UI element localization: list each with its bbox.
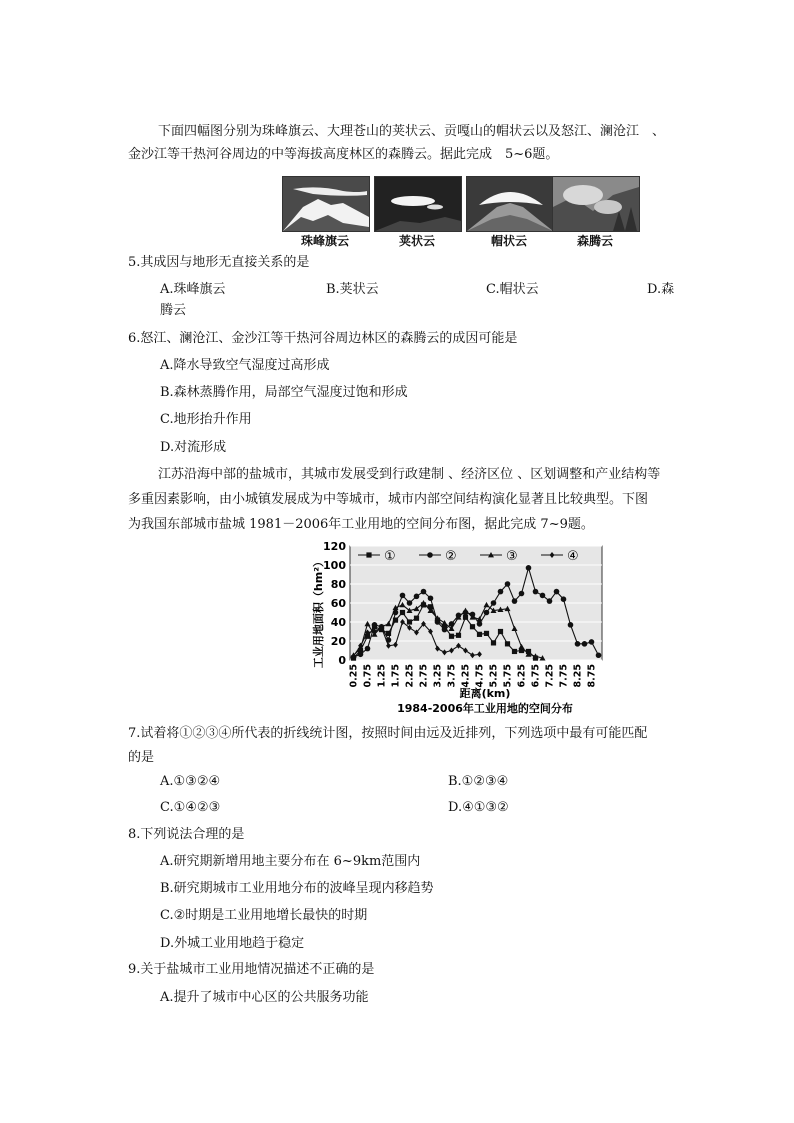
data-point-series-2 xyxy=(561,596,567,602)
data-point-series-2 xyxy=(442,627,448,633)
data-point-series-2 xyxy=(365,646,371,652)
data-point-series-2 xyxy=(428,595,434,601)
data-point-series-1 xyxy=(407,619,412,624)
intro2-line2: 多重因素影响，由小城镇发展成为中等城市，城市内部空间结构演化显著且比较典型。下图 xyxy=(128,492,649,507)
x-tick-label: 1.75 xyxy=(390,664,402,688)
legend-label-3: ③ xyxy=(506,549,518,564)
q9-option-a: A.提升了城市中心区的公共服务功能 xyxy=(160,990,369,1005)
q8-option-b: B.研究期城市工业用地分布的波峰呈现内移趋势 xyxy=(160,881,434,896)
x-tick-label: 0.25 xyxy=(348,664,360,688)
data-point-series-1 xyxy=(449,634,454,639)
data-point-series-2 xyxy=(526,565,532,571)
data-point-series-2 xyxy=(358,652,364,658)
x-tick-label: 6.75 xyxy=(530,664,542,688)
q7-stem-1: 7.试着将①②③④所代表的折线统计图，按照时间由远及近排列，下列选项中最有可能匹配 xyxy=(128,726,648,741)
data-point-series-2 xyxy=(554,589,560,595)
data-point-series-2 xyxy=(372,622,378,628)
x-tick-label: 4.25 xyxy=(460,664,472,688)
legend-label-1: ① xyxy=(384,549,396,564)
data-point-series-2 xyxy=(512,598,518,604)
data-point-series-1 xyxy=(400,610,405,615)
legend-label-4: ④ xyxy=(567,549,579,564)
q8-option-a: A.研究期新增用地主要分布在 6~9km范围内 xyxy=(160,854,421,869)
data-point-series-2 xyxy=(400,593,406,599)
x-tick-label: 8.25 xyxy=(572,664,584,688)
q7-option-c: C.①④②③ xyxy=(160,800,221,815)
data-point-series-1 xyxy=(491,640,496,645)
data-point-series-2 xyxy=(582,641,588,647)
data-point-series-2 xyxy=(519,591,525,597)
data-point-series-2 xyxy=(596,652,602,658)
photo-forest-cloud xyxy=(552,176,640,232)
x-tick-label: 1.25 xyxy=(376,664,388,688)
data-point-series-2 xyxy=(540,593,546,599)
y-tick-label: 0 xyxy=(338,654,346,667)
chart-title: 1984-2006年工业用地的空间分布 xyxy=(397,702,573,715)
y-tick-label: 60 xyxy=(330,597,346,610)
x-tick-label: 7.25 xyxy=(544,664,556,688)
q6-option-d: D.对流形成 xyxy=(160,440,227,455)
data-point-series-2 xyxy=(477,621,483,627)
data-point-series-1 xyxy=(498,629,503,634)
chart-xlabel: 距离(km) xyxy=(459,687,511,700)
q5-option-a: A.珠峰旗云 xyxy=(160,282,226,297)
q8-option-d: D.外城工业用地趋于稳定 xyxy=(160,936,305,951)
data-point-series-1 xyxy=(477,632,482,637)
data-point-series-2 xyxy=(407,600,413,606)
data-point-series-2 xyxy=(547,598,553,604)
q9-stem: 9.关于盐城市工业用地情况描述不正确的是 xyxy=(128,962,375,977)
x-tick-label: 5.25 xyxy=(488,664,500,688)
x-tick-label: 3.75 xyxy=(446,664,458,688)
intro2-line3: 为我国东部城市盐城 1981－2006年工业用地的空间分布图，据此完成 7~9题。 xyxy=(128,517,594,532)
x-tick-label: 2.75 xyxy=(418,664,430,688)
x-tick-label: 0.75 xyxy=(362,664,374,688)
y-tick-label: 80 xyxy=(330,578,346,591)
legend-label-2: ② xyxy=(445,549,457,564)
data-point-series-2 xyxy=(505,581,511,587)
data-point-series-2 xyxy=(498,589,504,595)
data-point-series-1 xyxy=(456,633,461,638)
photo-caption-4: 森腾云 xyxy=(576,234,613,248)
q5-option-c: C.帽状云 xyxy=(486,282,539,297)
q7-stem-2: 的是 xyxy=(128,750,155,765)
data-point-series-2 xyxy=(484,610,490,616)
q7-option-d: D.④①③② xyxy=(448,800,509,815)
data-point-series-1 xyxy=(470,624,475,629)
legend-marker-2 xyxy=(427,552,433,558)
data-point-series-2 xyxy=(568,622,574,628)
data-point-series-1 xyxy=(414,616,419,621)
chart-ylabel: 工业用地面积（hm²） xyxy=(312,555,325,669)
data-point-series-2 xyxy=(421,589,427,595)
data-point-series-2 xyxy=(575,641,581,647)
q5-stem: 5.其成因与地形无直接关系的是 xyxy=(128,255,310,270)
photo-caption-3: 帽状云 xyxy=(490,234,527,248)
q6-stem: 6.怒江、澜沧江、金沙江等干热河谷周边林区的森腾云的成因可能是 xyxy=(128,331,518,346)
y-tick-label: 20 xyxy=(330,635,346,648)
x-tick-label: 4.75 xyxy=(474,664,486,688)
photo-caption-2: 荚状云 xyxy=(398,234,435,248)
q7-option-b: B.①②③④ xyxy=(448,774,509,789)
data-point-series-2 xyxy=(491,600,497,606)
x-tick-label: 3.25 xyxy=(432,664,444,688)
q8-option-c: C.②时期是工业用地增长最快的时期 xyxy=(160,908,368,923)
q6-option-a: A.降水导致空气湿度过高形成 xyxy=(160,358,330,373)
data-point-series-2 xyxy=(414,594,420,600)
x-tick-label: 7.75 xyxy=(558,664,570,688)
data-point-series-1 xyxy=(484,631,489,636)
y-tick-label: 120 xyxy=(323,540,346,553)
q5-option-b: B.荚状云 xyxy=(326,282,379,297)
data-point-series-2 xyxy=(533,589,539,595)
q6-option-b: B.森林蒸腾作用，局部空气湿度过饱和形成 xyxy=(160,385,408,400)
q5-option-d: D.森 xyxy=(647,282,675,297)
x-tick-label: 5.75 xyxy=(502,664,514,688)
y-tick-label: 40 xyxy=(330,616,346,629)
y-tick-label: 100 xyxy=(323,559,346,572)
intro2-line1: 江苏沿海中部的盐城市，其城市发展受到行政建制 、经济区位 、区划调整和产业结构等 xyxy=(158,467,661,482)
industrial-land-chart xyxy=(310,540,610,718)
intro1-line1: 下面四幅图分别为珠峰旗云、大理苍山的荚状云、贡嘎山的帽状云以及怒江、澜沧江 、 xyxy=(158,124,666,139)
data-point-series-1 xyxy=(512,649,517,654)
data-point-series-1 xyxy=(505,641,510,646)
q5-option-d-cont: 腾云 xyxy=(160,303,187,318)
photo-flag-cloud xyxy=(282,176,370,232)
q7-option-a: A.①③②④ xyxy=(160,774,221,789)
photo-caption-1: 珠峰旗云 xyxy=(300,234,349,248)
x-tick-label: 8.75 xyxy=(586,664,598,688)
x-tick-label: 6.25 xyxy=(516,664,528,688)
data-point-series-2 xyxy=(589,639,595,645)
legend-marker-1 xyxy=(366,552,371,557)
q6-option-c: C.地形抬升作用 xyxy=(160,412,252,427)
intro1-line2: 金沙江等干热河谷周边的中等海拔高度林区的森腾云。据此完成 5~6题。 xyxy=(128,147,559,162)
photo-cap-cloud xyxy=(466,176,554,232)
x-tick-label: 2.25 xyxy=(404,664,416,688)
data-point-series-1 xyxy=(463,615,468,620)
photo-lenticular-cloud xyxy=(374,176,462,232)
q8-stem: 8.下列说法合理的是 xyxy=(128,827,245,842)
